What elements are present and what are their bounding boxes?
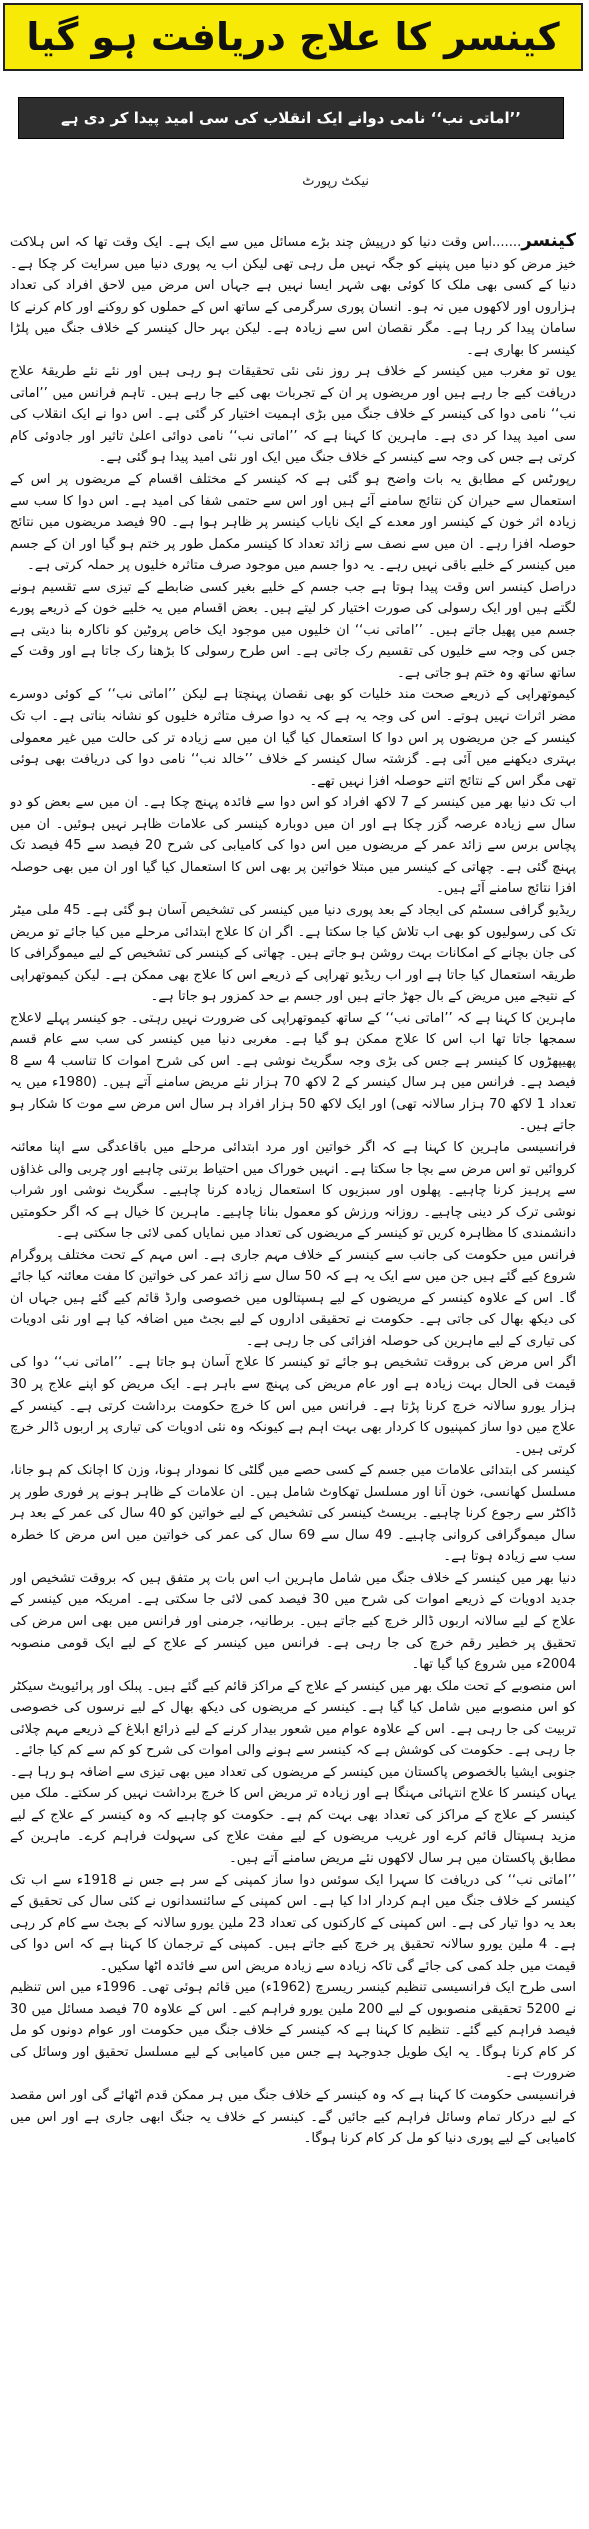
article-paragraph: جنوبی ایشیا بالخصوص پاکستان میں کینسر کے مریضوں کی تعداد میں بھی تیزی سے اضافہ ہو رہا ہے۔ یہاں کینسر کا علاج انتہائی مہنگا ہے اور زیادہ تر مریض اس کا خرچ برداشت نہیں کر سکتے۔ ملک میں کینسر کے علاج کے مراکز کی تعداد بھی بہت کم ہے۔ حکومت کو چاہیے کہ وہ کینسر کے علاج کے لیے مزید ہسپتال قائم کرے اور غریب مریضوں کے لیے مفت علاج کی سہولت فراہم کرے۔ ماہرین کے مطابق پاکستان میں ہر سال لاکھوں نئے مریض سامنے آتے ہیں۔	[10, 1764, 576, 1867]
article-paragraph: کینسر کی ابتدائی علامات میں جسم کے کسی حصے میں گلٹی کا نمودار ہونا، وزن کا اچانک کم ہو جانا، مسلسل کھانسی، خون آنا اور مسلسل تھکاوٹ شامل ہیں۔ ان علامات کے ظاہر ہونے پر فوری طور پر ڈاکٹر سے رجوع کرنا چاہیے۔ بریسٹ کینسر کی تشخیص کے لیے خواتین کو 40 سال کی عمر کے بعد ہر سال میموگرافی کروانی چاہیے۔ 49 سال سے 69 سال کی عمر کی خواتین میں اس مرض کا خطرہ سب سے زیادہ ہوتا ہے۔	[10, 1463, 576, 1565]
article-paragraph: ’’اماتی نب‘‘ کی دریافت کا سہرا ایک سوئس دوا ساز کمپنی کے سر ہے جس نے 1918ء سے اب تک کینسر کے خلاف جنگ میں اہم کردار ادا کیا ہے۔ اس کمپنی کے سائنسدانوں نے کئی سال کی تحقیق کے بعد یہ دوا تیار کی ہے۔ اس کمپنی کے کارکنوں کی تعداد 23 ملین یورو سالانہ کے بجٹ سے کام کر رہی ہے۔ 4 ملین یورو سالانہ تحقیق پر خرچ کیے جاتے ہیں۔ کمپنی کے ترجمان کا کہنا ہے کہ اس دوا کی قیمت میں جلد کمی کی جائے گی تاکہ زیادہ سے زیادہ مریض اس سے فائدہ اٹھا سکیں۔	[10, 1872, 576, 1974]
article-paragraph: ریڈیو گرافی سسٹم کی ایجاد کے بعد پوری دنیا میں کینسر کی تشخیص آسان ہو گئی ہے۔ 45 ملی میٹر تک کی رسولیوں کو بھی اب تلاش کیا جا سکتا ہے۔ اگر ان کا علاج ابتدائی مرحلے میں کیا جائے تو مریض کی جان بچانے کے امکانات بہت روشن ہو جاتے ہیں۔ چھاتی کے کینسر کی تشخیص کے لیے میموگرافی کا طریقہ استعمال کیا جاتا ہے اور اب ریڈیو تھراپی کے ذریعے اس کا علاج بھی ممکن ہے۔ لیکن کیموتھراپی کے نتیجے میں مریض کے بال جھڑ جاتے ہیں اور جسم بے حد کمزور ہو جاتا ہے۔	[10, 902, 576, 1005]
article-paragraph: کیموتھراپی کے ذریعے صحت مند خلیات کو بھی نقصان پہنچتا ہے لیکن ’’اماتی نب‘‘ کے کوئی دوسرے مضر اثرات نہیں ہوتے۔ اس کی وجہ یہ ہے کہ یہ دوا صرف متاثرہ خلیوں کو نشانہ بناتی ہے۔ اب تک کینسر کے جن مریضوں پر اس دوا کا استعمال کیا گیا ان میں سے زیادہ تر کی حالت میں غیر معمولی بہتری دیکھنے میں آئی ہے۔ گزشتہ سال کینسر کے خلاف ’’خالد نب‘‘ نامی دوا کی دریافت بھی ہوئی تھی مگر اس کے نتائج اتنے حوصلہ افزا نہیں تھے۔	[10, 687, 576, 789]
article-paragraph: ماہرین کا کہنا ہے کہ ’’اماتی نب‘‘ کے ساتھ کیموتھراپی کی ضرورت نہیں رہتی۔ جو کینسر پہلے لاعلاج سمجھا جاتا تھا اب اس کا علاج ممکن ہو گیا ہے۔ مغربی دنیا میں کینسر کی سب سے عام قسم پھیپھڑوں کا کینسر ہے جس کی بڑی وجہ سگریٹ نوشی ہے۔ اس کی شرح اموات کا تناسب 4 سے 8 فیصد ہے۔ فرانس میں ہر سال کینسر کے 2 لاکھ 70 ہزار نئے مریض سامنے آتے ہیں۔ (1980ء میں یہ تعداد 1 لاکھ 70 ہزار سالانہ تھی) اور ایک لاکھ 50 ہزار افراد ہر سال اس مرض سے موت کا شکار ہو جاتے ہیں۔	[10, 1010, 576, 1134]
byline: نیکٹ رپورٹ	[302, 174, 369, 189]
article-paragraph: اب تک دنیا بھر میں کینسر کے 7 لاکھ افراد کو اس دوا سے فائدہ پہنچ چکا ہے۔ ان میں سے بعض کو دو سال سے زیادہ عرصہ گزر چکا ہے اور ان میں دوبارہ کینسر کی علامات ظاہر نہیں ہوئیں۔ ان میں پچاس برس سے زائد عمر کے مریضوں میں اس دوا کی کامیابی کی شرح 20 فیصد سے 45 فیصد تک پہنچ گئی ہے۔ چھاتی کے کینسر میں مبتلا خواتین پر بھی اس کا استعمال کیا گیا اور ان میں بھی حوصلہ افزا نتائج سامنے آئے ہیں۔	[10, 795, 576, 897]
article-paragraph: رپورٹس کے مطابق یہ بات واضح ہو گئی ہے کہ کینسر کے مختلف اقسام کے مریضوں پر اس کے استعمال سے حیران کن نتائج سامنے آئے ہیں اور اس سے حتمی شفا کی امید ہے۔ اس دوا کا سب سے زیادہ اثر خون کے کینسر اور معدے کے ایک نایاب کینسر پر ظاہر ہوا ہے۔ 90 فیصد مریضوں میں نتائج حوصلہ افزا رہے۔ ان میں سے نصف سے زائد تعداد کا کینسر مکمل طور پر ختم ہو گیا اور ان کے جسم میں کینسر کے خلیے باقی نہیں رہے۔ یہ دوا جسم میں موجود صرف متاثرہ خلیوں پر حملہ کرتی ہے۔	[10, 472, 576, 574]
headline: کینسر کا علاج دریافت ہو گیا	[26, 15, 560, 59]
headline-banner	[3, 3, 583, 71]
lead-word: کینسر	[521, 230, 576, 251]
article-paragraph: فرانسیسی حکومت کا کہنا ہے کہ وہ کینسر کے خلاف جنگ میں ہر ممکن قدم اٹھائے گی اور اس مقصد کے لیے درکار تمام وسائل فراہم کیے جائیں گے۔ کینسر کے خلاف یہ جنگ ابھی جاری ہے اور اس میں کامیابی کے لیے پوری دنیا کو مل کر کام کرنا ہوگا۔	[10, 2088, 576, 2147]
article-paragraph: اگر اس مرض کی بروقت تشخیص ہو جائے تو کینسر کا علاج آسان ہو جاتا ہے۔ ’’اماتی نب‘‘ دوا کی قیمت فی الحال بہت زیادہ ہے اور عام مریض کی پہنچ سے باہر ہے۔ ایک مریض کو اپنے علاج پر 30 ہزار یورو سالانہ خرچ کرنا پڑتا ہے۔ فرانس میں اس کا خرچ حکومت برداشت کرتی ہے۔ کینسر کے علاج میں دوا ساز کمپنیوں کا کردار بھی بہت اہم ہے کیونکہ وہ نئی ادویات کی تیاری پر اربوں ڈالر خرچ کرتی ہیں۔	[10, 1355, 576, 1457]
subheadline: ’’اماتی نب‘‘ نامی دوانے ایک انقلاب کی سی امید پیدا کر دی ہے	[61, 109, 521, 127]
subheadline-banner	[18, 97, 564, 139]
article-paragraph: دراصل کینسر اس وقت پیدا ہوتا ہے جب جسم کے خلیے بغیر کسی ضابطے کے تیزی سے تقسیم ہونے لگتے ہیں اور ایک رسولی کی صورت اختیار کر لیتے ہیں۔ بعض اقسام میں یہ خلیے خون کے ذریعے پورے جسم میں پھیل جاتے ہیں۔ ’’اماتی نب‘‘ ان خلیوں میں موجود ایک خاص پروٹین کو ناکارہ بنا دیتی ہے جس کی وجہ سے خلیوں کی تقسیم رک جاتی ہے۔ اس طرح رسولی کا بڑھنا رک جاتا ہے اور وقت کے ساتھ ساتھ وہ ختم ہو جاتی ہے۔	[10, 579, 576, 681]
article-paragraph: اسی طرح ایک فرانسیسی تنظیم کینسر ریسرچ (1962ء) میں قائم ہوئی تھی۔ 1996ء میں اس تنظیم نے 5200 تحقیقی منصوبوں کے لیے 200 ملین یورو فراہم کیے۔ اس کے علاوہ 70 فیصد مسائل میں 30 فیصد فراہم کیے گئے۔ تنظیم کا کہنا ہے کہ کینسر کے خلاف جنگ میں حکومت اور عوام دونوں کو مل کر کام کرنا ہوگا۔ یہ ایک طویل جدوجہد ہے جس میں کامیابی کے لیے مسلسل تحقیق اور وسائل کی ضرورت ہے۔	[10, 1980, 576, 2082]
article-paragraph: فرانسیسی ماہرین کا کہنا ہے کہ اگر خواتین اور مرد ابتدائی مرحلے میں باقاعدگی سے اپنا معائنہ کروائیں تو اس مرض سے بچا جا سکتا ہے۔ انہیں خوراک میں احتیاط برتنی چاہیے اور چربی والی غذاؤں سے پرہیز کرنا چاہیے۔ پھلوں اور سبزیوں کا استعمال زیادہ کرنا چاہیے۔ سگریٹ نوشی اور شراب نوشی ترک کر دینی چاہیے۔ روزانہ ورزش کو معمول بنانا چاہیے۔ ماہرین کا خیال ہے کہ اگر حکومتیں دانشمندی کا مظاہرہ کریں تو کینسر کے مریضوں کی تعداد میں نمایاں کمی لائی جا سکتی ہے۔	[10, 1139, 576, 1242]
article-body	[10, 230, 576, 2520]
article-paragraph: فرانس میں حکومت کی جانب سے کینسر کے خلاف مہم جاری ہے۔ اس مہم کے تحت مختلف پروگرام شروع کیے گئے ہیں جن میں سے ایک یہ ہے کہ 50 سال سے زائد عمر کی خواتین کا مفت معائنہ کیا جائے گا۔ اس کے علاوہ کینسر کے مریضوں کے لیے ہسپتالوں میں خصوصی وارڈ قائم کیے گئے ہیں جہاں ان کی دیکھ بھال کی جاتی ہے۔ حکومت نے تحقیقی اداروں کے لیے بجٹ میں اضافہ کیا ہے اور نئی ادویات کی تیاری کے لیے ماہرین کی حوصلہ افزائی کی جا رہی ہے۔	[10, 1247, 576, 1349]
article-paragraph: یوں تو مغرب میں کینسر کے خلاف ہر روز نئی نئی تحقیقات ہو رہی ہیں اور نئے نئے طریقۂ علاج دریافت کیے جا رہے ہیں اور مریضوں پر ان کے تجربات بھی کیے جا رہے ہیں۔ تاہم فرانس میں ’’اماتی نب‘‘ نامی دوا کی کینسر کے خلاف جنگ میں بڑی اہمیت اختیار کر گئی ہے۔ اس دوا نے ایک انقلاب کی سی امید پیدا کر دی ہے۔ ماہرین کا کہنا ہے کہ ’’اماتی نب‘‘ نامی دوائی اعلیٰ تاثیر اور جادوئی کام کرتی ہے جس کی وجہ سے کینسر کے خلاف جنگ میں ایک اور نئی امید پیدا ہو گئی ہے۔	[10, 364, 576, 466]
article-paragraph: اس منصوبے کے تحت ملک بھر میں کینسر کے علاج کے مراکز قائم کیے گئے ہیں۔ پبلک اور پرائیویٹ سیکٹر کو اس منصوبے میں شامل کیا گیا ہے۔ کینسر کے مریضوں کی دیکھ بھال کے لیے نرسوں کی خصوصی تربیت کی جا رہی ہے۔ اس کے علاوہ عوام میں شعور بیدار کرنے کے لیے ذرائع ابلاغ کے ذریعے مہم چلائی جا رہی ہے۔ حکومت کی کوشش ہے کہ کینسر سے ہونے والی اموات کی شرح کو کم سے کم کیا جائے۔	[10, 1678, 576, 1759]
article-paragraph: دنیا بھر میں کینسر کے خلاف جنگ میں شامل ماہرین اب اس بات پر متفق ہیں کہ بروقت تشخیص اور جدید ادویات کے ذریعے اموات کی شرح میں 30 فیصد کمی لائی جا سکتی ہے۔ امریکہ میں کینسر کے علاج کے لیے سالانہ اربوں ڈالر خرچ کیے جاتے ہیں۔ برطانیہ، جرمنی اور فرانس میں بھی اس مرض کی تحقیق پر خطیر رقم خرچ کی جا رہی ہے۔ فرانس میں کینسر کے علاج کے لیے ایک قومی منصوبہ 2004ء میں شروع کیا گیا تھا۔	[10, 1570, 576, 1673]
article-paragraph: کینسر.......اس وقت دنیا کو درپیش چند بڑے مسائل میں سے ایک ہے۔ ایک وقت تھا کہ اس ہلاکت خیز مرض کو دنیا میں پنپنے کو جگہ نہیں مل رہی تھی لیکن اب یہ پوری دنیا میں سرایت کر چکا ہے۔ دنیا کے کسی بھی ملک کا کوئی بھی شہر ایسا نہیں ہے جہاں اس مرض میں لاحق افراد کی تعداد ہزاروں اور لاکھوں میں نہ ہو۔ انسان پوری سرگرمی کے ساتھ اس کے حملوں کو روکنے اور کام کرنے کا سامان پیدا کر رہا ہے۔ مگر نقصان اس سے زیادہ ہے۔ لیکن بہر حال کینسر کے خلاف جنگ میں پلڑا کینسر کا بھاری ہے۔	[10, 230, 576, 358]
